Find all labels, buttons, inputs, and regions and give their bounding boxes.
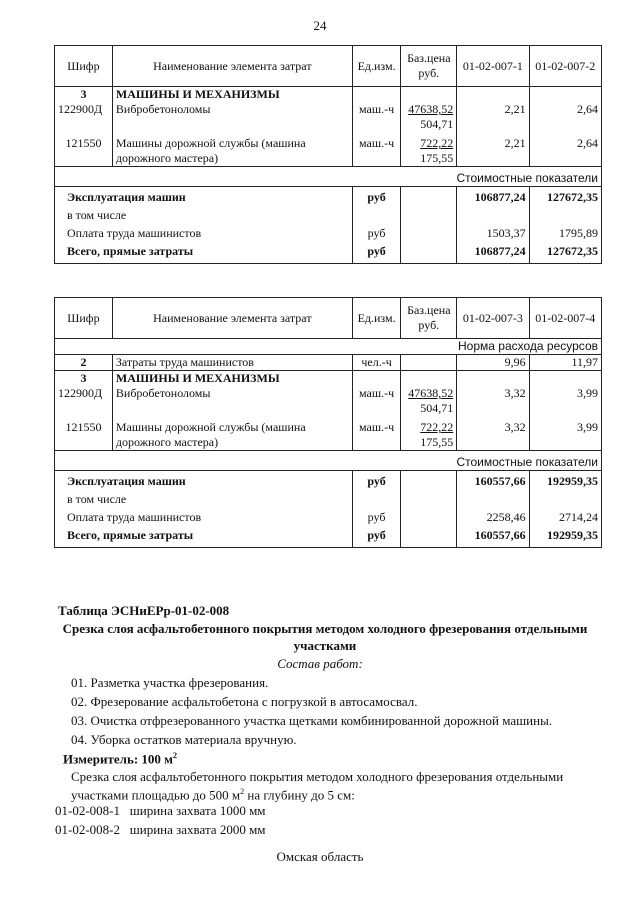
summary-value-b: 1795,89 bbox=[529, 223, 601, 241]
summary-label: Оплата труда машинистов bbox=[55, 507, 353, 525]
variant-text: ширина захвата 2000 мм bbox=[129, 822, 266, 837]
measure-line bbox=[63, 747, 177, 767]
cost-label-row bbox=[55, 451, 602, 471]
summary-row bbox=[55, 223, 602, 241]
summary-row bbox=[55, 489, 602, 507]
measure-sup: 2 bbox=[173, 751, 178, 760]
summary-row bbox=[55, 525, 602, 548]
summary-value-b: 127672,35 bbox=[529, 241, 601, 264]
summary-unit: руб bbox=[352, 507, 401, 525]
row-price-main: 722,22 bbox=[420, 136, 454, 150]
summary-unit: руб bbox=[352, 471, 401, 490]
row-value-b: 2,64 bbox=[529, 102, 601, 132]
variant-code: 01-02-008-1 bbox=[55, 803, 120, 818]
row-code: 122900Д bbox=[55, 386, 113, 416]
header-unit: Ед.изм. bbox=[352, 46, 401, 87]
row-price-main: 47638,52 bbox=[408, 102, 454, 116]
page-number: 24 bbox=[313, 18, 327, 33]
work-item: 02. Фрезерование асфальтобетона с погрузкой в автосамосвал. bbox=[71, 694, 418, 709]
summary-label: Всего, прямые затраты bbox=[55, 241, 353, 264]
work-item: 04. Уборка остатков материала вручную. bbox=[71, 732, 297, 747]
row-price-main: 47638,52 bbox=[408, 386, 454, 400]
summary-label: Оплата труда машинистов bbox=[55, 223, 353, 241]
cost-indicators-label: Стоимостные показатели bbox=[55, 451, 602, 471]
header-col-b: 01-02-007-4 bbox=[529, 298, 601, 339]
row-value-a: 3,32 bbox=[457, 386, 529, 416]
summary-row bbox=[55, 241, 602, 264]
table-row bbox=[55, 386, 602, 416]
section-num: 3 bbox=[55, 371, 113, 387]
summary-unit: руб bbox=[352, 241, 401, 264]
section-row bbox=[55, 371, 602, 387]
row-value-b: 3,99 bbox=[529, 416, 601, 451]
summary-row bbox=[55, 471, 602, 490]
section-row bbox=[55, 87, 602, 103]
table-row bbox=[55, 132, 602, 167]
row-value-a: 2,21 bbox=[457, 132, 529, 167]
section-title: МАШИНЫ И МЕХАНИЗМЫ bbox=[112, 371, 352, 387]
labor-value-a: 9,96 bbox=[457, 355, 529, 371]
header-price: Баз.цена руб. bbox=[401, 46, 457, 87]
summary-label: Эксплуатация машин bbox=[55, 187, 353, 206]
row-unit: маш.-ч bbox=[352, 386, 401, 416]
row-unit: маш.-ч bbox=[352, 416, 401, 451]
summary-value-a: 160557,66 bbox=[457, 525, 529, 548]
row-name: Вибробетоноломы bbox=[112, 102, 352, 132]
cost-indicators-label: Стоимостные показатели bbox=[55, 167, 602, 187]
labor-code: 2 bbox=[55, 355, 113, 371]
header-col-a: 01-02-007-3 bbox=[457, 298, 529, 339]
row-unit: маш.-ч bbox=[352, 102, 401, 132]
row-price-wage: 504,71 bbox=[420, 401, 454, 415]
header-code: Шифр bbox=[55, 298, 113, 339]
labor-unit: чел.-ч bbox=[352, 355, 401, 371]
header-col-a: 01-02-007-1 bbox=[457, 46, 529, 87]
table-header-row bbox=[55, 46, 602, 87]
row-code: 121550 bbox=[55, 416, 113, 451]
variant-text: ширина захвата 1000 мм bbox=[129, 803, 266, 818]
works-title: Состав работ: bbox=[277, 656, 363, 671]
summary-row bbox=[55, 187, 602, 206]
table-header-row bbox=[55, 298, 602, 339]
cost-table-2 bbox=[54, 297, 602, 548]
norm-label-row bbox=[55, 339, 602, 355]
summary-unit: руб bbox=[352, 223, 401, 241]
measure-label: Измеритель: bbox=[63, 751, 139, 767]
row-code: 122900Д bbox=[55, 102, 113, 132]
summary-value-a: 2258,46 bbox=[457, 507, 529, 525]
description-line-1: Срезка слоя асфальтобетонного покрытия методом холодного фрезерования отдельными bbox=[71, 769, 564, 784]
description-line-2: участками площадью до 500 $м^2$ на глубину до 5 см: bbox=[71, 787, 355, 803]
summary-value-a: 106877,24 bbox=[457, 241, 529, 264]
variant-row bbox=[55, 802, 266, 819]
summary-value-b: 192959,35 bbox=[529, 525, 601, 548]
row-price-wage: 504,71 bbox=[420, 117, 454, 131]
row-value-a: 2,21 bbox=[457, 102, 529, 132]
row-unit: маш.-ч bbox=[352, 132, 401, 167]
section-num: 3 bbox=[55, 87, 113, 103]
summary-row bbox=[55, 507, 602, 525]
variant-code: 01-02-008-2 bbox=[55, 822, 120, 837]
summary-unit: руб bbox=[352, 187, 401, 206]
header-name: Наименование элемента затрат bbox=[112, 298, 352, 339]
table-heading: Срезка слоя асфальтобетонного покрытия методом холодного фрезерования отдельными участками bbox=[62, 621, 588, 653]
labor-value-b: 11,97 bbox=[529, 355, 601, 371]
header-unit: Ед.изм. bbox=[352, 298, 401, 339]
row-price-wage: 175,55 bbox=[420, 435, 454, 449]
summary-value-a: 1503,37 bbox=[457, 223, 529, 241]
measure-value: 100 м bbox=[141, 751, 174, 767]
cost-label-row bbox=[55, 167, 602, 187]
row-value-b: 2,64 bbox=[529, 132, 601, 167]
cost-table-1 bbox=[54, 45, 602, 264]
norm-label: Норма расхода ресурсов bbox=[55, 339, 602, 355]
row-value-a: 3,32 bbox=[457, 416, 529, 451]
table-title: Таблица ЭСНиЕРр-01-02-008 bbox=[58, 603, 230, 618]
header-col-b: 01-02-007-2 bbox=[529, 46, 601, 87]
summary-value-b: 192959,35 bbox=[529, 471, 601, 490]
row-value-b: 3,99 bbox=[529, 386, 601, 416]
summary-label: в том числе bbox=[55, 205, 353, 223]
summary-value-b: 127672,35 bbox=[529, 187, 601, 206]
row-name: Машины дорожной службы (машина дорожного мастера) bbox=[112, 416, 352, 451]
summary-value-a: 160557,66 bbox=[457, 471, 529, 490]
summary-label: в том числе bbox=[55, 489, 353, 507]
row-name: Вибробетоноломы bbox=[112, 386, 352, 416]
work-item: 03. Очистка отфрезерованного участка щетками комбинированной дорожной машины. bbox=[71, 713, 553, 728]
header-code: Шифр bbox=[55, 46, 113, 87]
header-name: Наименование элемента затрат bbox=[112, 46, 352, 87]
table-row bbox=[55, 416, 602, 451]
footer-region: Омская область bbox=[276, 849, 364, 864]
header-price: Баз.цена руб. bbox=[401, 298, 457, 339]
summary-value-b: 2714,24 bbox=[529, 507, 601, 525]
labor-name: Затраты труда машинистов bbox=[112, 355, 352, 371]
variant-row bbox=[55, 821, 266, 838]
summary-row bbox=[55, 205, 602, 223]
row-price-wage: 175,55 bbox=[420, 151, 454, 165]
work-item: 01. Разметка участка фрезерования. bbox=[71, 675, 269, 690]
summary-unit: руб bbox=[352, 525, 401, 548]
section-title: МАШИНЫ И МЕХАНИЗМЫ bbox=[112, 87, 352, 103]
row-code: 121550 bbox=[55, 132, 113, 167]
row-price-main: 722,22 bbox=[420, 420, 454, 434]
summary-label: Эксплуатация машин bbox=[55, 471, 353, 490]
summary-label: Всего, прямые затраты bbox=[55, 525, 353, 548]
table-row bbox=[55, 102, 602, 132]
summary-value-a: 106877,24 bbox=[457, 187, 529, 206]
row-name: Машины дорожной службы (машина дорожного мастера) bbox=[112, 132, 352, 167]
labor-row bbox=[55, 355, 602, 371]
